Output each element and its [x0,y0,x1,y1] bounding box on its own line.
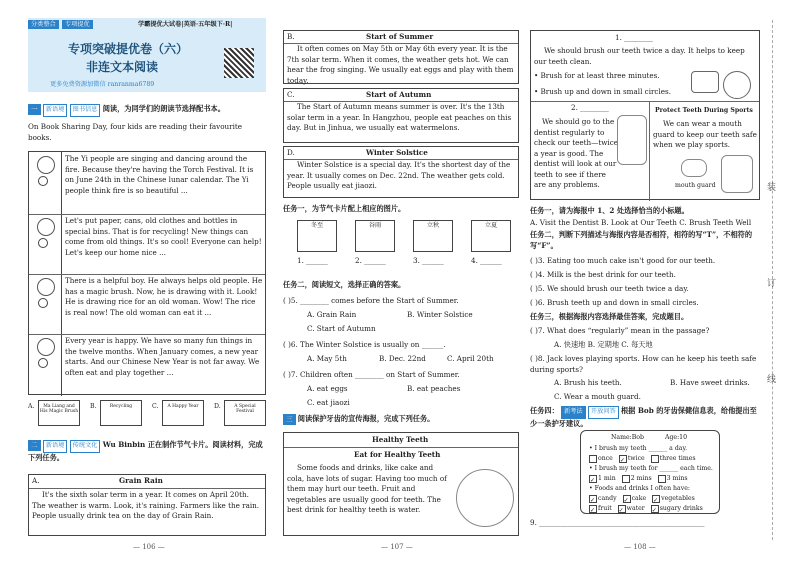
kid-text-2: Let's put paper, cans, old clothes and bottles in special bins. That is for recycling! New things can come from old things. It's so cool! Everyone can help! Let's keep our home nice ... [65,216,262,257]
food-candy: candy [598,495,617,502]
q8-option-a[interactable]: A. Brush his teeth. [554,378,622,387]
section-1-intro: On Book Sharing Day, four kids are reading their favourite books. [28,122,243,142]
q5-option-b[interactable]: B. Winter Solstice [407,310,473,319]
card-a-letter: A. [32,476,40,485]
blank-2[interactable]: 2. ______ [355,256,386,265]
card-b-title: Start of Summer [366,32,434,41]
q6-option-a[interactable]: A. May 5th [307,354,347,363]
book-cover: A Happy Year [162,400,204,426]
q5-option-c[interactable]: C. Start of Autumn [307,324,376,333]
freq-options: once ✓ twice three times [589,454,696,463]
blank-3[interactable]: 3. ______ [413,256,444,265]
dentist-chair-icon [617,115,647,165]
book-letter: A. [28,403,35,410]
tip-brush-time: • Brush for at least three minutes. [534,71,660,80]
avatar [37,156,55,174]
task-1-instruction: 任务一，为节气卡片配上相应的图片。 [283,204,406,213]
heading-options: A. Visit the Dentist B. Look at Our Teeth C. Brush Teeth Well [530,218,752,227]
card-c [283,88,519,143]
card-brush-line: • I brush my teeth ______ a day. [589,445,688,452]
kid-text-3: There is a helpful boy. He always helps old people. He has a magic brush. Now, he is drawing with it. Look! He is drawing rice for an old woman. Wow! The rice is real now! The old woman can eat it ... [65,276,263,317]
picture-winter: 冬至 [297,220,337,252]
right-column [530,0,760,566]
card-b-letter: B. [287,32,295,41]
food-options-row-1: ✓ candy ✓ cake ✓ vegetables [590,495,695,504]
circles-icon [723,71,751,99]
sports-text: We can wear a mouth guard to keep our teeth safe when we play sports. [653,119,757,149]
avatar [37,218,55,236]
kids-table [28,151,266,395]
food-fruit: fruit [598,505,612,512]
solar-term-pictures [283,220,519,268]
child-icon [721,155,753,193]
statement-3[interactable]: ( )3. Eating too much cake isn't good for our teeth. [530,256,716,265]
card-time-line: • I brush my teeth for ______ each time. [589,465,713,472]
food-water: water [626,505,645,512]
picture-grain-rain: 谷雨 [355,220,395,252]
question-6[interactable]: ( )6. The Winter Solstice is usually on ______. [283,340,446,349]
book-cover: Ma Liang and His Magic Brush [38,400,80,426]
poster-subtitle: Eat for Healthy Teeth [354,450,441,459]
picture-autumn: 立秋 [413,220,453,252]
book-options [28,400,266,430]
task-2-instruction: 任务二，阅读短文，选择正确的答案。 [283,280,406,289]
row-divider [29,334,265,335]
minute-options: ✓ 1 min 2 mins 3 mins [590,475,688,484]
min-2: 2 mins [630,475,652,482]
book-letter: C. [152,403,159,410]
page-number: — 107 — [381,543,413,551]
answer-circle[interactable] [38,238,48,252]
section-2-tag: 新语境 [43,440,68,453]
mouth-guard-label: mouth guard [675,182,716,189]
q6-option-b[interactable]: B. Dec. 22nd [379,354,426,363]
poster-healthy-teeth [283,432,519,536]
statement-5[interactable]: ( )5. We should brush our teeth twice a day. [530,284,689,293]
question-5[interactable]: ( )5. ________ comes before the Start of Summer. [283,296,459,305]
poster-divider [284,447,518,448]
left-column [28,0,266,566]
bob-info-card [580,430,720,514]
page-number: — 106 — [133,543,165,551]
kid-text-4: Every year is happy. We have so many fun things in the twelve months. When January comes, a new year starts. And our Chinese New Year is not far away. We often eat and play together ... [65,336,260,377]
task-1-instruction: 任务一，请为海报中 1、2 处选择恰当的小标题。 [530,206,689,215]
blank-4[interactable]: 4. ______ [471,256,502,265]
qr-code-icon [224,48,254,78]
dentist-paragraph: We should go to the dentist regularly to check our teeth—twice a year is good. The dentist will look at our teeth to see if there are any problems. [534,117,618,189]
book-cover: A Special Festival [224,400,266,426]
q8-option-c[interactable]: C. Wear a mouth guard. [554,392,641,401]
poster-divider [649,101,651,201]
card-b-text: It often comes on May 5th or May 6th every year. It is the 7th solar term. When it comes, the weather gets hot. We can hear the frog singing. We usually eat eggs and play with them today. [287,44,514,85]
section-3-instruction: 阅读保护牙齿的宣传海报，完成下列任务。 [297,414,435,423]
card-a-text: It's the sixth solar term in a year. It comes on April 20th. The weather is warm. Look, it's raining. Farmers like the rain. People usually drink tea on the day of Grain Rain. [32,490,260,520]
food-cake: cake [631,495,647,502]
section-1-number: 一 [28,104,41,115]
binding-char-3: 线 [767,375,777,385]
tooth-icon [456,469,514,527]
section-2-heading [28,440,266,463]
badge-special: 专项提优 [62,20,93,29]
row-divider [29,274,265,275]
task-3-instruction: 任务三，根据海报内容选择最佳答案，完成题目。 [530,312,689,321]
section-3-number: 三 [283,414,296,425]
poster-continued [530,30,760,200]
min-3: 3 mins [666,475,688,482]
section-2-tag2: 传统文化 [70,440,101,453]
section-2-number: 二 [28,440,41,451]
card-age: Age:10 [665,434,688,441]
heading-1-blank[interactable]: 1. ________ [615,33,653,42]
book-cover: Recycling [100,400,142,426]
kid-text-1: The Yi people are singing and dancing around the fire. Because they're having the Torch Festival. It is on June 24th in the Chinese lunar calendar. The Yi people think fire is so beautiful ... [65,154,254,195]
page-title: 专项突破提优卷（六） [68,42,189,56]
question-7[interactable]: ( )7. What does “regularly” mean in the passage? [530,326,710,335]
card-d-letter: D. [287,148,295,157]
book-letter: B. [90,403,97,410]
section-1-instruction: 阅读，为同学们的朗读节选择配书本。 [102,104,225,113]
heading-2-blank[interactable]: 2. ________ [571,103,609,112]
sports-title: Protect Teeth During Sports [655,107,753,114]
section-1-heading [28,104,266,117]
series-label: 学霸提优大试卷|英语·五年级下·R| [138,21,233,28]
page-number: — 108 — [624,543,656,551]
answer-circle[interactable] [38,358,48,372]
card-d [283,146,519,198]
task-4-instruction: 根据 Bob 的牙齿保健信息表，给他提出至少一条护牙建议。 [530,406,757,428]
question-8[interactable]: ( )8. Jack loves playing sports. How can he keep his teeth safe during sports? [530,354,757,374]
tip-brush-circles: • Brush up and down in small circles. [534,87,671,96]
scan-note: 更多免费资源加微信 ranranma6789 [50,81,155,88]
poster-title: Healthy Teeth [372,435,429,444]
statement-6[interactable]: ( )6. Brush teeth up and down in small circles. [530,298,699,307]
statement-4[interactable]: ( )4. Milk is the best drink for our teeth. [530,270,676,279]
card-d-text: Winter Solstice is a special day. It's the shortest day of the year. It usually comes on Dec. 22nd. The weather gets cold. People usually eat jiaozi. [287,160,511,190]
q7-option-b[interactable]: B. eat peaches [407,384,461,393]
binding-char-2: 订 [767,279,777,289]
card-d-title: Winter Solstice [366,148,428,157]
row-divider [29,214,265,215]
binding-char-1: 装 [767,183,777,193]
section-3-heading [283,414,519,425]
question-7[interactable]: ( )7. Children often ________ on Start of Summer. [283,370,460,379]
task-4-label: 任务四： [530,406,559,415]
q5-option-a[interactable]: A. Grain Rain [307,310,357,319]
food-options-row-2: ✓ fruit ✓ water ✓ sugary drinks [590,505,703,514]
card-name: Name:Bob [611,434,644,441]
task-4-tag2: 开放问答 [588,406,619,419]
card-a [28,474,266,536]
brush-paragraph: We should brush our teeth twice a day. It helps to keep our teeth clean. [534,46,745,66]
min-1: 1 min [598,475,616,482]
mouth-guard-icon [681,159,707,177]
answer-circle[interactable] [38,176,48,190]
picture-summer: 立夏 [471,220,511,252]
poster-text: Some foods and drinks, like cake and cola, have lots of sugar. Having too much of them may hurt our teeth. Fruit and vegetables are usually good for teeth. The best drink for healthy teeth is water. [287,463,447,514]
answer-circle[interactable] [38,298,48,312]
avatar [37,338,55,356]
freq-twice: twice [627,455,645,462]
food-vegetables: vegetables [661,495,695,502]
poster-divider [531,101,759,102]
card-divider [29,488,265,489]
question-9-answer-line[interactable]: 9. ______________________________________________ [530,518,705,527]
q7-options[interactable]: A. 快速地 B. 定期地 C. 每天地 [554,340,653,349]
card-a-title: Grain Rain [119,476,163,485]
q7-option-a[interactable]: A. eat eggs [307,384,348,393]
task-4-heading [530,406,760,429]
section-1-tag: 新语境 [43,104,68,117]
q7-option-c[interactable]: C. eat jiaozi [307,398,350,407]
book-letter: D. [214,403,221,410]
blank-1[interactable]: 1. ______ [297,256,328,265]
timer-icon [691,71,719,93]
card-b [283,30,519,84]
page-subtitle: 非连文本阅读 [86,60,159,74]
badge-category: 分类整合 [28,20,59,29]
food-sugary-drinks: sugary drinks [659,505,703,512]
section-2-instruction: Wu Binbin 正在制作节气卡片。阅读材料，完成下列任务。 [28,440,263,462]
freq-three: three times [659,455,696,462]
middle-column [283,0,519,566]
card-c-letter: C. [287,90,295,99]
q6-option-c[interactable]: C. April 20th [447,354,494,363]
avatar [37,278,55,296]
section-1-tag2: 图书信息 [70,104,101,117]
card-c-title: Start of Autumn [366,90,432,99]
task-2-instruction: 任务二，判断下列描述与海报内容是否相符，相符的写“T”，不相符的写“F”。 [530,230,753,250]
card-c-text: The Start of Autumn means summer is over. It's the 13th solar term in a year. In Hangzhou, people eat peaches on this day. But in Jinhua, we usually eat watermelons. [287,102,512,132]
q8-option-b[interactable]: B. Have sweet drinks. [670,378,750,387]
card-food-line: • Foods and drinks I often have: [589,485,690,492]
freq-once: once [598,455,613,462]
task-4-tag: 新考法 [561,406,586,419]
